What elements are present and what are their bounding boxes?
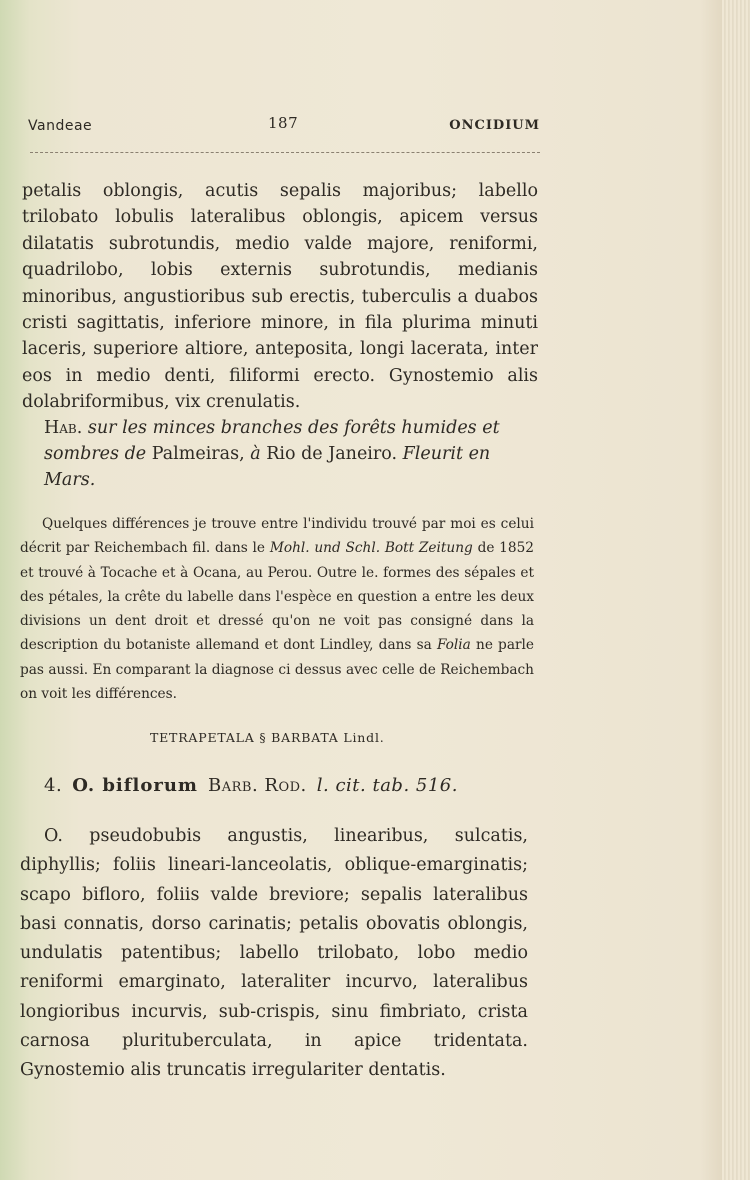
header-rule <box>30 152 540 153</box>
header-tribe: Vandeae <box>28 118 93 134</box>
species-author: Barb. Rod. <box>207 775 307 796</box>
note-paragraph <box>20 512 534 706</box>
habitat-flowering: Fleurit en Mars. <box>44 444 491 490</box>
habitat-place2: Rio de Janeiro. <box>266 444 398 464</box>
habitat-paragraph <box>44 415 536 493</box>
species-heading <box>44 775 544 796</box>
note-work: Folia <box>436 637 471 654</box>
habitat-italic: sur les minces branches des forêts humides et sombres de <box>44 418 500 464</box>
species-number: 4. <box>44 775 63 796</box>
description-paragraph: petalis oblongis, acutis sepalis majoribus; labello trilobato lobulis lateralibus oblongis, apicem versus dilatatis subrotundis, medio valde majore, reniformi, quadrilobo, lobis externis subrotundis, medianis minoribus, angustioribus sub erectis, tuberculis a duabos cristi sagittatis, inferiore minore, in fila plurima minuti laceris, superiore altiore, anteposita, longi lacerata, inter eos in medio denti, filiformi erecto. Gynostemio alis dolabriformibus, vix crenulatis. <box>22 181 538 413</box>
running-header <box>28 114 540 140</box>
note-text-2: de 1852 et trouvé à Tocache et à Ocana, au Perou. Outre le. formes des sépales et des pétales, la crête du labelle dans l'espèce en question a entre les deux divisions un dent droit et dressé qu'on ne voit pas consigné dans la description du botaniste allemand et dont Lindley, dans sa <box>20 540 535 654</box>
note-text-1: Quelques différences je trouve entre l'individu trouvé par moi es celui décrit par Reichembach fil. dans le <box>20 516 534 557</box>
page-number: 187 <box>268 114 299 132</box>
note-text-3: ne parle pas aussi. En comparant la diagnose ci dessus avec celle de Reichembach on voit les différences. <box>20 637 535 703</box>
species-description: O. pseudobubis angustis, linearibus, sulcatis, diphyllis; foliis lineari-lanceolatis, oblique-emarginatis; scapo bifloro, foliis valde breviore; sepalis lateralibus basi connatis, dorso carinatis; petalis obovatis oblongis, undulatis patentibus; labello trilobato, lobo medio reniformi emarginato, lateraliter incurvo, lateralibus longioribus incurvis, sub-crispis, sinu fimbriato, crista carnosa plurituberculata, in apice tridentata. Gynostemio alis truncatis irregulariter dentatis. <box>20 826 528 1081</box>
note-journal: Mohl. und Schl. Bott Zeitung <box>269 540 473 557</box>
species-name: O. biflorum <box>72 775 198 796</box>
habitat-place: Palmeiras, <box>151 444 245 464</box>
section-title: TETRAPETALA § BARBATA Lindl. <box>150 730 385 745</box>
species-reference: l. cit. tab. 516. <box>316 775 458 796</box>
habitat-italic-a: à <box>250 444 261 464</box>
habitat-prefix: Hab. <box>44 418 83 438</box>
header-genus: ONCIDIUM <box>449 118 540 133</box>
page-edge <box>722 0 750 1180</box>
